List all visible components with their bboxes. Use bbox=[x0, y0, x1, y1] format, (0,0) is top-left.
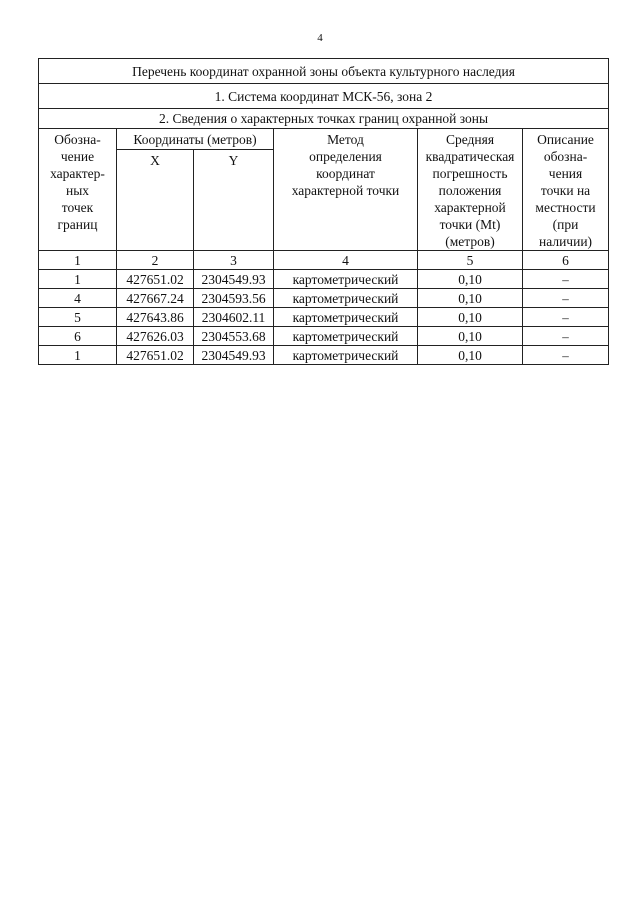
header-description bbox=[523, 129, 609, 251]
header-designation-line: границ bbox=[57, 217, 98, 232]
point-cell: 1 bbox=[39, 346, 117, 365]
point-cell: 4 bbox=[39, 289, 117, 308]
header-error-line: точки (Mt) bbox=[439, 217, 501, 232]
column-number: 4 bbox=[274, 251, 418, 270]
point-cell: 6 bbox=[39, 327, 117, 346]
header-method-line: определения bbox=[309, 149, 382, 164]
coordinates-table-wrapper bbox=[38, 58, 608, 365]
header-designation-line: характер- bbox=[50, 166, 105, 181]
header-description-line: Описание bbox=[537, 132, 594, 147]
header-error-line: положения bbox=[438, 183, 502, 198]
error-cell: 0,10 bbox=[418, 270, 523, 289]
method-cell: картометрический bbox=[274, 327, 418, 346]
x-cell: 427626.03 bbox=[117, 327, 194, 346]
error-cell: 0,10 bbox=[418, 327, 523, 346]
header-error bbox=[418, 129, 523, 251]
method-cell: картометрический bbox=[274, 289, 418, 308]
column-number: 2 bbox=[117, 251, 194, 270]
header-description-line: точки на bbox=[540, 183, 591, 198]
header-description-line: чения bbox=[548, 166, 583, 181]
header-description-line: местности bbox=[535, 200, 596, 215]
header-description-line: (при bbox=[552, 217, 579, 232]
column-number: 1 bbox=[39, 251, 117, 270]
header-designation bbox=[39, 129, 117, 251]
header-method-line: Метод bbox=[327, 132, 364, 147]
table-row bbox=[39, 327, 609, 346]
x-cell: 427667.24 bbox=[117, 289, 194, 308]
description-cell: – bbox=[523, 308, 609, 327]
header-designation-line: точек bbox=[61, 200, 94, 215]
header-method-line: характерной точки bbox=[291, 183, 400, 198]
column-number: 3 bbox=[194, 251, 274, 270]
table-row bbox=[39, 270, 609, 289]
method-cell: картометрический bbox=[274, 346, 418, 365]
header-description-line: обозна- bbox=[543, 149, 588, 164]
y-cell: 2304549.93 bbox=[194, 346, 274, 365]
y-cell: 2304553.68 bbox=[194, 327, 274, 346]
y-cell: 2304593.56 bbox=[194, 289, 274, 308]
page-number: 4 bbox=[317, 32, 323, 44]
table-row bbox=[39, 289, 609, 308]
x-cell: 427651.02 bbox=[117, 270, 194, 289]
header-error-line: квадратическая bbox=[425, 149, 515, 164]
column-number: 6 bbox=[523, 251, 609, 270]
description-cell: – bbox=[523, 270, 609, 289]
header-y: Y bbox=[194, 150, 274, 251]
header-error-line: характерной bbox=[434, 200, 506, 215]
y-cell: 2304549.93 bbox=[194, 270, 274, 289]
header-method-line: координат bbox=[316, 166, 375, 181]
column-number: 5 bbox=[418, 251, 523, 270]
header-error-line: Средняя bbox=[445, 132, 495, 147]
description-cell: – bbox=[523, 346, 609, 365]
header-error-line: (метров) bbox=[445, 234, 495, 249]
header-error-line: погрешность bbox=[432, 166, 508, 181]
table-row bbox=[39, 346, 609, 365]
table-row bbox=[39, 308, 609, 327]
error-cell: 0,10 bbox=[418, 346, 523, 365]
header-description-line: наличии) bbox=[539, 234, 593, 249]
header-method bbox=[274, 129, 418, 251]
method-cell: картометрический bbox=[274, 270, 418, 289]
description-cell: – bbox=[523, 327, 609, 346]
coordinate-system-caption: 1. Система координат МСК-56, зона 2 bbox=[39, 84, 609, 109]
error-cell: 0,10 bbox=[418, 289, 523, 308]
header-designation-line: ных bbox=[65, 183, 90, 198]
point-cell: 1 bbox=[39, 270, 117, 289]
method-cell: картометрический bbox=[274, 308, 418, 327]
header-x: X bbox=[117, 150, 194, 251]
point-cell: 5 bbox=[39, 308, 117, 327]
header-designation-line: Обозна- bbox=[54, 132, 101, 147]
error-cell: 0,10 bbox=[418, 308, 523, 327]
boundary-points-caption: 2. Сведения о характерных точках границ охранной зоны bbox=[39, 109, 609, 129]
table-title: Перечень координат охранной зоны объекта культурного наследия bbox=[39, 59, 609, 84]
coordinates-table bbox=[38, 58, 609, 365]
x-cell: 427643.86 bbox=[117, 308, 194, 327]
header-coordinates: Координаты (метров) bbox=[117, 129, 274, 150]
header-designation-line: чение bbox=[60, 149, 95, 164]
description-cell: – bbox=[523, 289, 609, 308]
y-cell: 2304602.11 bbox=[194, 308, 274, 327]
x-cell: 427651.02 bbox=[117, 346, 194, 365]
